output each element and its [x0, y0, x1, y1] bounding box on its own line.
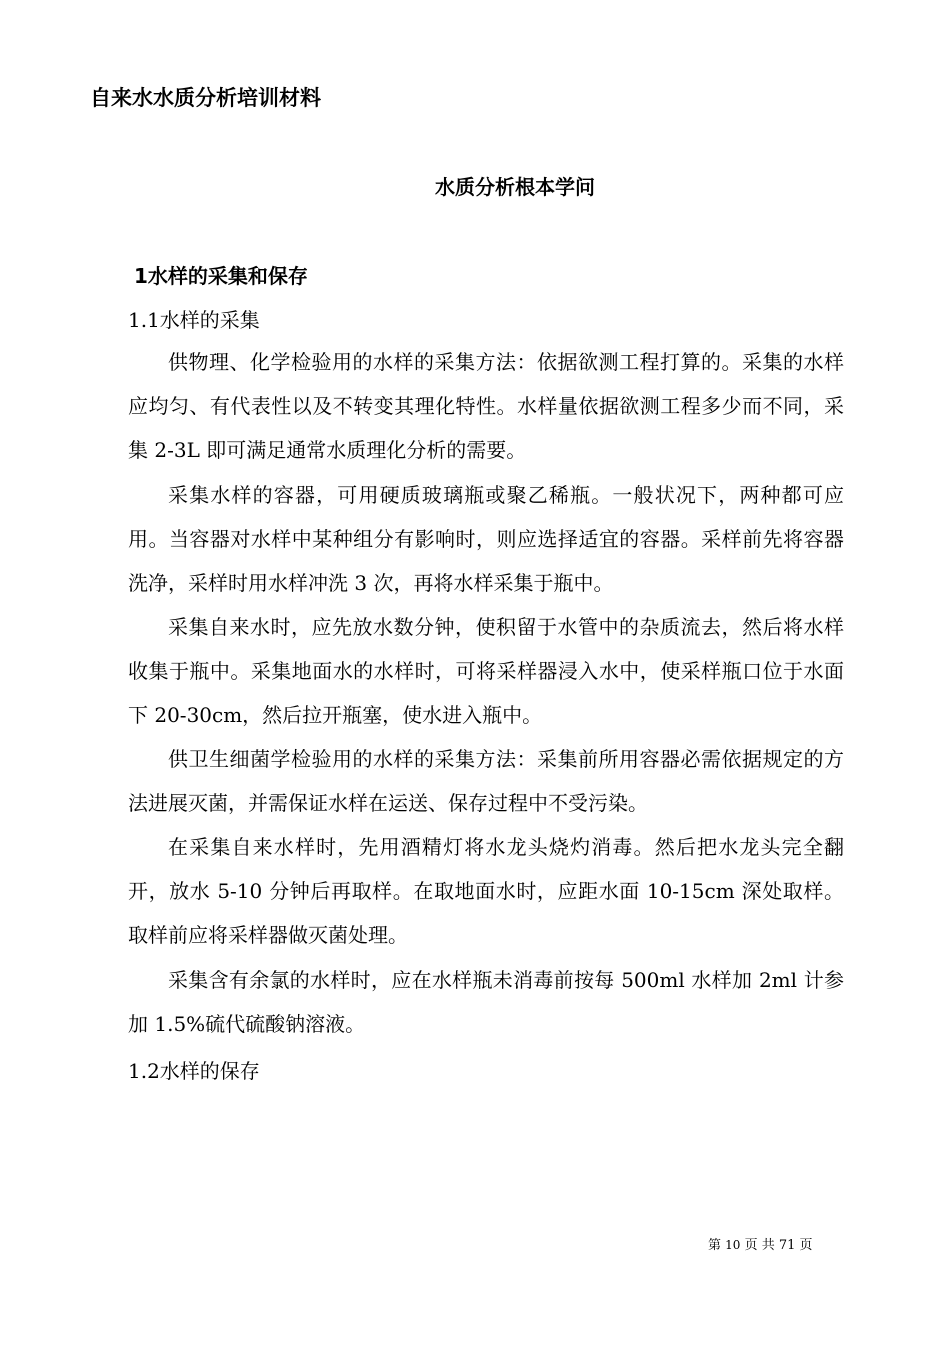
footer-middle: 页 共 [744, 1238, 775, 1253]
paragraph-physical-chemical-sampling: 供物理、化学检验用的水样的采集方法：依据欲测工程打算的。采集的水样应均匀、有代表性以及不转变其理化特性。水样量依据欲测工程多少而不同，采集 2-3L 即可满足通常水质理化分析的需要。 [128, 350, 844, 462]
paragraph-tap-and-surface-water: 采集自来水时，应先放水数分钟，使积留于水管中的杂质流去，然后将水样收集于瓶中。采集地面水的水样时，可将采样器浸入水中，使采样瓶口位于水面下 20-30cm，然后拉开瓶塞，使水进入瓶中。 [128, 615, 844, 727]
footer-prefix: 第 [708, 1238, 722, 1253]
heading-water-sample-storage: 1.2水样的保存 [128, 1059, 260, 1083]
section-title: 水质分析根本学问 [435, 175, 595, 199]
paragraph-bacteriological-sampling: 供卫生细菌学检验用的水样的采集方法：采集前所用容器必需依据规定的方法进展灭菌，并需保证水样在运送、保存过程中不受污染。 [128, 747, 844, 815]
paragraph-tap-disinfection: 在采集自来水样时，先用酒精灯将水龙头烧灼消毒。然后把水龙头完全翻开，放水 5-10 分钟后再取样。在取地面水时，应距水面 10-15cm 深处取样。取样前应将采样器做灭菌处理。 [128, 835, 844, 947]
heading-sampling-and-storage: 1水样的采集和保存 [134, 264, 308, 288]
footer-suffix: 页 [799, 1238, 813, 1253]
heading-water-sample-collection: 1.1水样的采集 [128, 308, 260, 332]
page-number-indicator [708, 1236, 813, 1255]
paragraph-sampling-containers: 采集水样的容器，可用硬质玻璃瓶或聚乙稀瓶。一般状况下，两种都可应用。当容器对水样中某种组分有影响时，则应选择适宜的容器。采样前先将容器洗净，采样时用水样冲洗 3 次，再将水样采集于瓶中。 [128, 483, 844, 595]
current-page-number: 10 [725, 1238, 741, 1252]
paragraph-residual-chlorine: 采集含有余氯的水样时，应在水样瓶未消毒前按每 500ml 水样加 2ml 计参加 1.5%硫代硫酸钠溶液。 [128, 968, 844, 1036]
total-page-count: 71 [778, 1238, 796, 1253]
document-title: 自来水水质分析培训材料 [90, 86, 321, 110]
